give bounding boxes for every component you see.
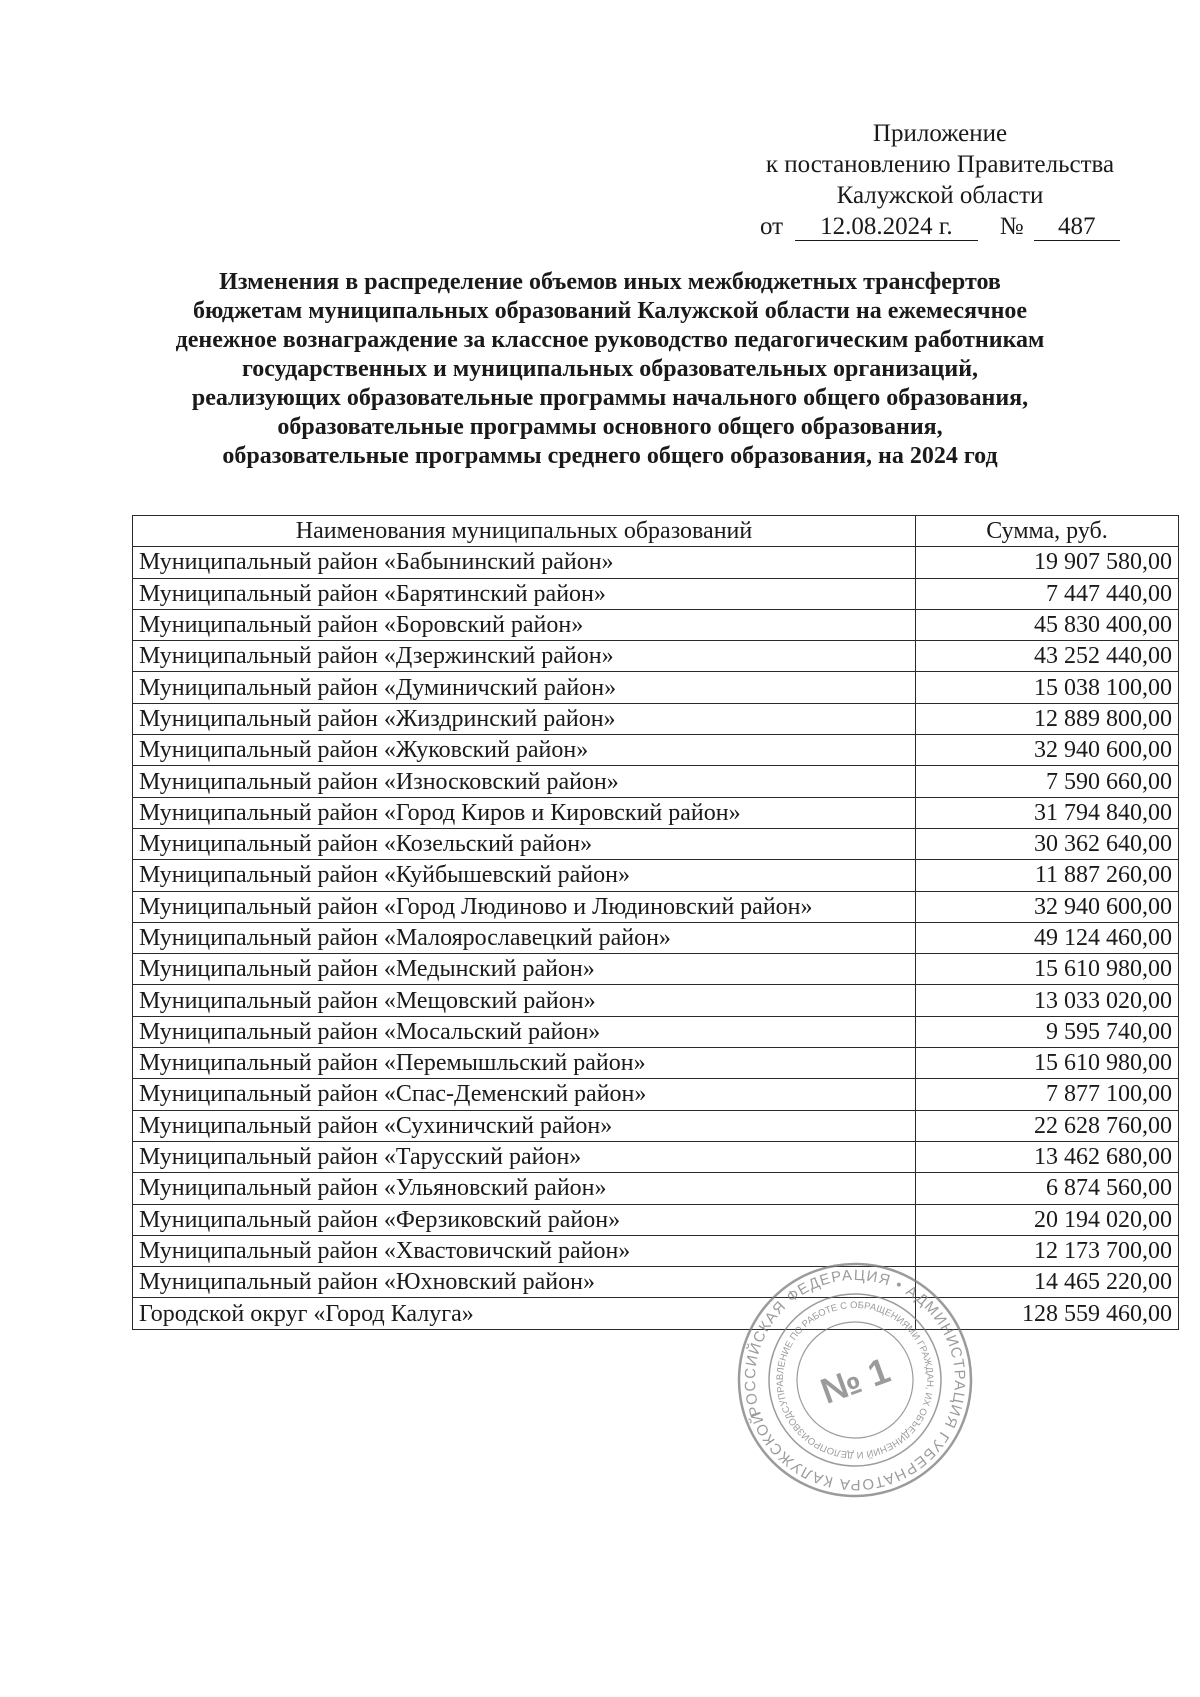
transfer-amount: 30 362 640,00 xyxy=(916,828,1179,859)
transfer-amount: 32 940 600,00 xyxy=(916,891,1179,922)
table-row xyxy=(133,672,1179,703)
municipality-name: Муниципальный район «Бабынинский район» xyxy=(133,547,916,578)
municipality-name: Муниципальный район «Куйбышевский район» xyxy=(133,860,916,891)
table-row xyxy=(133,1173,1179,1204)
appendix-region-line: Калужской области xyxy=(836,182,1044,209)
transfer-amount: 15 610 980,00 xyxy=(916,1048,1179,1079)
stamp-inner-text: УПРАВЛЕНИЕ ПО РАБОТЕ С ОБРАЩЕНИЯМИ ГРАЖДАН, ИХ ОБЪЕДИНЕНИЙ И ДЕЛОПРОИЗВОДСТВА xyxy=(774,1299,936,1461)
transfer-amount: 7 877 100,00 xyxy=(916,1079,1179,1110)
municipality-name: Муниципальный район «Тарусский район» xyxy=(133,1141,916,1172)
transfer-amount: 9 595 740,00 xyxy=(916,1016,1179,1047)
table-row xyxy=(133,954,1179,985)
stamp-outer-text: РОССИЙСКАЯ ФЕДЕРАЦИЯ • АДМИНИСТРАЦИЯ ГУБЕРНАТОРА КАЛУЖСКОЙ xyxy=(741,1266,969,1494)
transfer-amount: 128 559 460,00 xyxy=(916,1298,1179,1329)
title-line: Изменения в распределение объемов иных межбюджетных трансфертов xyxy=(219,269,1001,295)
municipality-name: Муниципальный район «Мосальский район» xyxy=(133,1016,916,1047)
table-row xyxy=(133,641,1179,672)
table-row xyxy=(133,1267,1179,1298)
title-line: денежное вознаграждение за классное руководство педагогическим работникам xyxy=(175,327,1045,353)
document-title xyxy=(160,268,1060,471)
municipality-name: Муниципальный район «Мещовский район» xyxy=(133,985,916,1016)
transfer-amount: 15 610 980,00 xyxy=(916,954,1179,985)
table-row xyxy=(133,766,1179,797)
table-row xyxy=(133,828,1179,859)
appendix-reference xyxy=(760,118,1120,242)
table-row xyxy=(133,985,1179,1016)
column-header-sum: Сумма, руб. xyxy=(916,516,1179,547)
date-label: от xyxy=(760,213,784,240)
table-row xyxy=(133,1298,1179,1329)
municipality-name: Муниципальный район «Боровский район» xyxy=(133,609,916,640)
municipality-name: Муниципальный район «Хвастовичский район» xyxy=(133,1235,916,1266)
table-row xyxy=(133,1079,1179,1110)
municipality-name: Муниципальный район «Спас-Деменский район» xyxy=(133,1079,916,1110)
municipality-name: Муниципальный район «Дзержинский район» xyxy=(133,641,916,672)
transfer-amount: 32 940 600,00 xyxy=(916,735,1179,766)
transfer-amount: 6 874 560,00 xyxy=(916,1173,1179,1204)
table-row xyxy=(133,1016,1179,1047)
transfer-amount: 45 830 400,00 xyxy=(916,609,1179,640)
transfer-amount: 7 590 660,00 xyxy=(916,766,1179,797)
municipality-name: Муниципальный район «Медынский район» xyxy=(133,954,916,985)
title-line: образовательные программы основного общего образования, xyxy=(277,414,943,440)
title-line: государственных и муниципальных образовательных организаций, xyxy=(241,356,979,382)
municipality-name: Муниципальный район «Барятинский район» xyxy=(133,578,916,609)
municipality-name: Муниципальный район «Сухиничский район» xyxy=(133,1110,916,1141)
title-line: бюджетам муниципальных образований Калужской области на ежемесячное xyxy=(192,298,1028,324)
table-row xyxy=(133,547,1179,578)
table-row xyxy=(133,891,1179,922)
transfer-amount: 49 124 460,00 xyxy=(916,922,1179,953)
table-row xyxy=(133,609,1179,640)
title-line: реализующих образовательные программы начального общего образования, xyxy=(191,385,1029,411)
table-row xyxy=(133,703,1179,734)
transfer-amount: 7 447 440,00 xyxy=(916,578,1179,609)
municipality-name: Городской округ «Город Калуга» xyxy=(133,1298,916,1329)
transfer-amount: 31 794 840,00 xyxy=(916,797,1179,828)
table-row xyxy=(133,860,1179,891)
transfer-amount: 22 628 760,00 xyxy=(916,1110,1179,1141)
transfer-amount: 11 887 260,00 xyxy=(916,860,1179,891)
transfer-amount: 12 889 800,00 xyxy=(916,703,1179,734)
municipality-name: Муниципальный район «Жиздринский район» xyxy=(133,703,916,734)
decree-date: 12.08.2024 г. xyxy=(795,214,978,241)
municipality-name: Муниципальный район «Ульяновский район» xyxy=(133,1173,916,1204)
transfer-amount: 13 033 020,00 xyxy=(916,985,1179,1016)
table-row xyxy=(133,922,1179,953)
municipality-name: Муниципальный район «Город Людиново и Людиновский район» xyxy=(133,891,916,922)
transfers-table xyxy=(132,515,1179,1330)
number-label: № xyxy=(999,213,1024,240)
municipality-name: Муниципальный район «Думиничский район» xyxy=(133,672,916,703)
table-row xyxy=(133,1048,1179,1079)
table-body xyxy=(133,547,1179,1329)
appendix-date-line xyxy=(760,211,1120,242)
table-row xyxy=(133,797,1179,828)
municipality-name: Муниципальный район «Город Киров и Кировский район» xyxy=(133,797,916,828)
table-row xyxy=(133,1141,1179,1172)
title-line: образовательные программы среднего общего образования, на 2024 год xyxy=(222,443,998,469)
municipality-name: Муниципальный район «Износковский район» xyxy=(133,766,916,797)
table-header-row xyxy=(133,516,1179,547)
table-row xyxy=(133,578,1179,609)
transfer-amount: 19 907 580,00 xyxy=(916,547,1179,578)
appendix-heading: Приложение xyxy=(872,120,1008,147)
transfer-amount: 13 462 680,00 xyxy=(916,1141,1179,1172)
transfer-amount: 43 252 440,00 xyxy=(916,641,1179,672)
municipality-name: Муниципальный район «Малоярославецкий район» xyxy=(133,922,916,953)
stamp-center-number: № 1 xyxy=(815,1349,896,1412)
table-row xyxy=(133,1110,1179,1141)
transfer-amount: 15 038 100,00 xyxy=(916,672,1179,703)
column-header-name: Наименования муниципальных образований xyxy=(133,516,916,547)
transfer-amount: 14 465 220,00 xyxy=(916,1267,1179,1298)
municipality-name: Муниципальный район «Перемышльский район» xyxy=(133,1048,916,1079)
official-stamp xyxy=(735,1260,975,1500)
appendix-decree-line: к постановлению Правительства xyxy=(765,151,1115,178)
municipality-name: Муниципальный район «Жуковский район» xyxy=(133,735,916,766)
municipality-name: Муниципальный район «Юхновский район» xyxy=(133,1267,916,1298)
municipality-name: Муниципальный район «Ферзиковский район» xyxy=(133,1204,916,1235)
table-row xyxy=(133,1204,1179,1235)
transfer-amount: 12 173 700,00 xyxy=(916,1235,1179,1266)
municipality-name: Муниципальный район «Козельский район» xyxy=(133,828,916,859)
table-row xyxy=(133,1235,1179,1266)
table-row xyxy=(133,735,1179,766)
transfer-amount: 20 194 020,00 xyxy=(916,1204,1179,1235)
decree-number: 487 xyxy=(1034,214,1120,241)
